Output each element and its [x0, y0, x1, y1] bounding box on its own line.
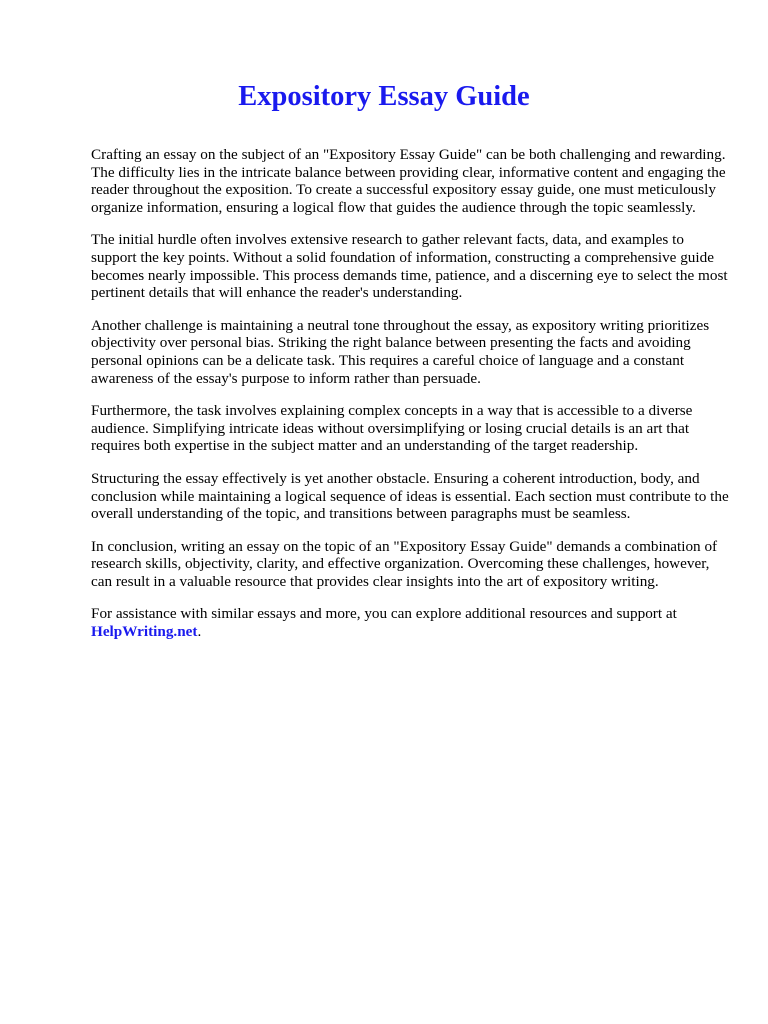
- closing-text: For assistance with similar essays and more, you can explore additional resources and support at: [91, 605, 677, 623]
- page-title: Expository Essay Guide: [238, 81, 530, 112]
- paragraph-complex-concepts: Furthermore, the task involves explaining complex concepts in a way that is accessible to a diverse audience. Simplifying intricate ideas without oversimplifying or losing crucial details is an art that requires both expertise in the subject matter and an understanding of the target readership.: [91, 402, 693, 455]
- paragraph-intro: Crafting an essay on the subject of an "Expository Essay Guide" can be both challenging and rewarding. The difficulty lies in the intricate balance between providing clear, informative content and engaging the reader throughout the exposition. To create a successful expository essay guide, one must meticulously organize information, ensuring a logical flow that guides the audience through the topic seamlessly.: [91, 146, 726, 216]
- paragraph-conclusion: In conclusion, writing an essay on the topic of an "Expository Essay Guide" demands a combination of research skills, objectivity, clarity, and effective organization. Overcoming these challenges, however, can result in a valuable resource that provides clear insights into the art of expository writing.: [91, 537, 718, 590]
- closing-suffix: .: [197, 623, 202, 641]
- helpwriting-link[interactable]: HelpWriting.net: [91, 623, 198, 641]
- paragraph-structure: Structuring the essay effectively is yet another obstacle. Ensuring a coherent introduction, body, and conclusion while maintaining a logical sequence of ideas is essential. Each section must contribute to the overall understanding of the topic, and transitions between paragraphs must be seamless.: [91, 469, 729, 523]
- paragraph-research: The initial hurdle often involves extensive research to gather relevant facts, data, and examples to support the key points. Without a solid foundation of information, constructing a comprehensive guide becomes nearly impossible. This process demands time, patience, and a discerning eye to select the most pertinent details that will enhance the reader's understanding.: [91, 231, 728, 302]
- paragraph-closing: [91, 605, 731, 640]
- essay-body: [91, 146, 731, 656]
- paragraph-neutral-tone: Another challenge is maintaining a neutral tone throughout the essay, as expository writing prioritizes objectivity over personal bias. Striking the right balance between presenting the facts and avoiding personal opinions can be a delicate task. This requires a careful choice of language and a constant awareness of the essay's purpose to inform rather than persuade.: [91, 316, 710, 387]
